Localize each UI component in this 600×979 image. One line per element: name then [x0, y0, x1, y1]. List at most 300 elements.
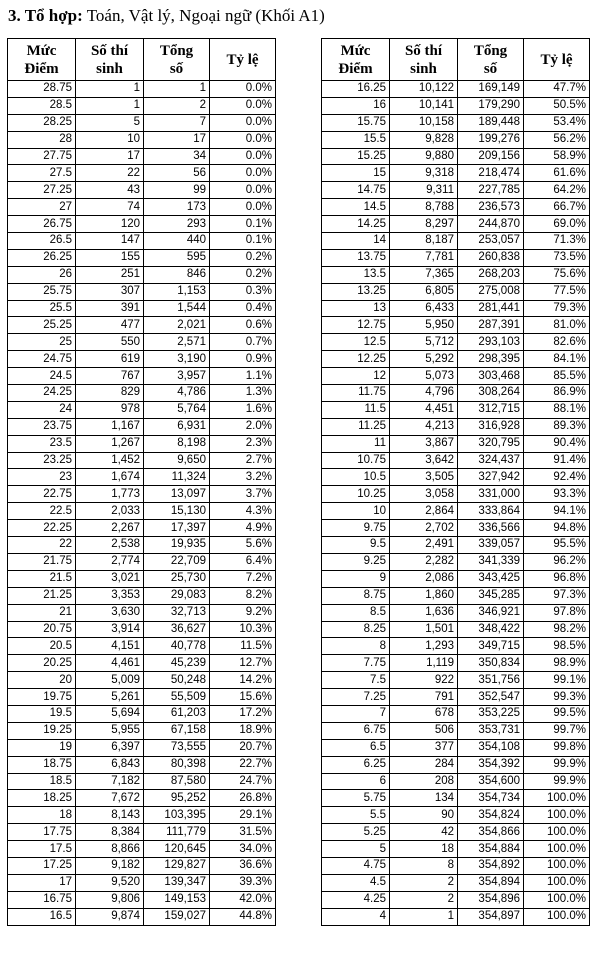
- cell-count: 18: [390, 841, 458, 858]
- cell-ratio: 0.4%: [210, 300, 276, 317]
- cell-count: 1,119: [390, 655, 458, 672]
- table-row: [322, 655, 590, 672]
- cell-score: 19: [8, 739, 76, 756]
- table-row: [322, 182, 590, 199]
- table-row: [322, 131, 590, 148]
- cell-ratio: 0.0%: [210, 81, 276, 98]
- cell-score: 14: [322, 233, 390, 250]
- cell-ratio: 0.0%: [210, 148, 276, 165]
- cell-score: 8.5: [322, 604, 390, 621]
- table-row: [8, 199, 276, 216]
- cell-score: 10.5: [322, 469, 390, 486]
- table-row: [8, 97, 276, 114]
- cell-count: 1,452: [76, 452, 144, 469]
- table-row: [8, 216, 276, 233]
- cell-ratio: 71.3%: [524, 233, 590, 250]
- table-row: [8, 368, 276, 385]
- cell-count: 7,365: [390, 266, 458, 283]
- cell-score: 7.25: [322, 689, 390, 706]
- table-row: [8, 520, 276, 537]
- cell-score: 16.75: [8, 891, 76, 908]
- cell-ratio: 89.3%: [524, 418, 590, 435]
- cell-score: 25.25: [8, 317, 76, 334]
- cell-ratio: 93.3%: [524, 486, 590, 503]
- cell-ratio: 3.7%: [210, 486, 276, 503]
- cell-total: 287,391: [458, 317, 524, 334]
- cell-ratio: 88.1%: [524, 401, 590, 418]
- cell-score: 19.5: [8, 705, 76, 722]
- table-row: [322, 148, 590, 165]
- cell-total: 173: [144, 199, 210, 216]
- cell-ratio: 85.5%: [524, 368, 590, 385]
- cell-ratio: 31.5%: [210, 824, 276, 841]
- cell-total: 1,153: [144, 283, 210, 300]
- cell-score: 6.75: [322, 722, 390, 739]
- table-row: [8, 807, 276, 824]
- cell-count: 1,267: [76, 435, 144, 452]
- cell-total: 8,198: [144, 435, 210, 452]
- cell-count: 550: [76, 334, 144, 351]
- cell-count: 9,311: [390, 182, 458, 199]
- cell-count: 284: [390, 756, 458, 773]
- cell-count: 5,261: [76, 689, 144, 706]
- cell-score: 16: [322, 97, 390, 114]
- table-row: [322, 570, 590, 587]
- table-row: [322, 114, 590, 131]
- cell-ratio: 95.5%: [524, 537, 590, 554]
- cell-ratio: 98.2%: [524, 621, 590, 638]
- table-body-left: [8, 81, 276, 926]
- header-row: [8, 39, 276, 81]
- cell-total: 275,008: [458, 283, 524, 300]
- cell-count: 2,538: [76, 537, 144, 554]
- table-row: [322, 553, 590, 570]
- cell-score: 14.5: [322, 199, 390, 216]
- cell-score: 23.25: [8, 452, 76, 469]
- cell-total: 189,448: [458, 114, 524, 131]
- cell-ratio: 100.0%: [524, 874, 590, 891]
- cell-score: 15.75: [322, 114, 390, 131]
- table-row: [322, 672, 590, 689]
- cell-score: 23.5: [8, 435, 76, 452]
- cell-total: 253,057: [458, 233, 524, 250]
- table-row: [322, 638, 590, 655]
- table-row: [322, 165, 590, 182]
- cell-score: 22: [8, 537, 76, 554]
- cell-count: 9,806: [76, 891, 144, 908]
- cell-count: 6,433: [390, 300, 458, 317]
- cell-ratio: 0.1%: [210, 216, 276, 233]
- cell-ratio: 64.2%: [524, 182, 590, 199]
- cell-score: 20.25: [8, 655, 76, 672]
- cell-ratio: 0.1%: [210, 233, 276, 250]
- cell-total: 595: [144, 249, 210, 266]
- cell-total: 13,097: [144, 486, 210, 503]
- table-row: [8, 672, 276, 689]
- cell-score: 25.75: [8, 283, 76, 300]
- table-row: [322, 857, 590, 874]
- cell-ratio: 99.5%: [524, 705, 590, 722]
- cell-ratio: 79.3%: [524, 300, 590, 317]
- cell-score: 12.75: [322, 317, 390, 334]
- cell-total: 343,425: [458, 570, 524, 587]
- cell-total: 2: [144, 97, 210, 114]
- header-row: [322, 39, 590, 81]
- cell-total: 308,264: [458, 385, 524, 402]
- cell-count: 4,151: [76, 638, 144, 655]
- cell-ratio: 34.0%: [210, 841, 276, 858]
- table-row: [8, 587, 276, 604]
- cell-score: 25.5: [8, 300, 76, 317]
- cell-total: 354,734: [458, 790, 524, 807]
- cell-count: 1: [390, 908, 458, 925]
- cell-ratio: 66.7%: [524, 199, 590, 216]
- cell-ratio: 77.5%: [524, 283, 590, 300]
- cell-ratio: 99.7%: [524, 722, 590, 739]
- cell-ratio: 97.3%: [524, 587, 590, 604]
- table-row: [8, 351, 276, 368]
- table-row: [322, 317, 590, 334]
- cell-count: 10: [76, 131, 144, 148]
- cell-count: 922: [390, 672, 458, 689]
- cell-ratio: 69.0%: [524, 216, 590, 233]
- table-row: [8, 773, 276, 790]
- cell-ratio: 92.4%: [524, 469, 590, 486]
- cell-count: 2,033: [76, 503, 144, 520]
- table-row: [322, 705, 590, 722]
- table-row: [8, 874, 276, 891]
- title-number: 3. Tổ hợp:: [8, 6, 83, 25]
- cell-ratio: 99.9%: [524, 773, 590, 790]
- table-row: [8, 553, 276, 570]
- cell-score: 7: [322, 705, 390, 722]
- table-row: [8, 655, 276, 672]
- cell-ratio: 0.0%: [210, 131, 276, 148]
- cell-ratio: 82.6%: [524, 334, 590, 351]
- cell-score: 9.25: [322, 553, 390, 570]
- cell-count: 43: [76, 182, 144, 199]
- cell-total: 354,392: [458, 756, 524, 773]
- cell-total: 103,395: [144, 807, 210, 824]
- cell-score: 26.25: [8, 249, 76, 266]
- cell-total: 353,225: [458, 705, 524, 722]
- title-text: Toán, Vật lý, Ngoại ngữ (Khối A1): [82, 6, 325, 25]
- cell-score: 22.75: [8, 486, 76, 503]
- cell-total: 111,779: [144, 824, 210, 841]
- table-row: [8, 756, 276, 773]
- cell-ratio: 96.8%: [524, 570, 590, 587]
- cell-total: 349,715: [458, 638, 524, 655]
- cell-count: 3,505: [390, 469, 458, 486]
- table-row: [8, 824, 276, 841]
- cell-total: 320,795: [458, 435, 524, 452]
- cell-total: 350,834: [458, 655, 524, 672]
- cell-total: 352,547: [458, 689, 524, 706]
- cell-count: 678: [390, 705, 458, 722]
- cell-score: 28.75: [8, 81, 76, 98]
- cell-score: 11.25: [322, 418, 390, 435]
- table-row: [322, 351, 590, 368]
- table-row: [8, 266, 276, 283]
- cell-score: 7.5: [322, 672, 390, 689]
- cell-total: 4,786: [144, 385, 210, 402]
- cell-score: 11.75: [322, 385, 390, 402]
- table-row: [322, 401, 590, 418]
- table-row: [322, 266, 590, 283]
- table-row: [322, 452, 590, 469]
- cell-count: 2: [390, 874, 458, 891]
- cell-count: 8: [390, 857, 458, 874]
- cell-count: 208: [390, 773, 458, 790]
- cell-score: 27: [8, 199, 76, 216]
- cell-ratio: 22.7%: [210, 756, 276, 773]
- table-row: [322, 790, 590, 807]
- cell-ratio: 36.6%: [210, 857, 276, 874]
- cell-count: 3,630: [76, 604, 144, 621]
- cell-score: 10: [322, 503, 390, 520]
- cell-total: 6,931: [144, 418, 210, 435]
- cell-total: 120,645: [144, 841, 210, 858]
- cell-total: 331,000: [458, 486, 524, 503]
- cell-ratio: 12.7%: [210, 655, 276, 672]
- cell-score: 8.25: [322, 621, 390, 638]
- cell-count: 2,864: [390, 503, 458, 520]
- cell-score: 4.5: [322, 874, 390, 891]
- cell-score: 10.25: [322, 486, 390, 503]
- table-row: [8, 233, 276, 250]
- cell-score: 24.5: [8, 368, 76, 385]
- cell-ratio: 100.0%: [524, 807, 590, 824]
- cell-score: 5.25: [322, 824, 390, 841]
- header-total: Tổng số: [458, 39, 524, 81]
- cell-ratio: 73.5%: [524, 249, 590, 266]
- cell-score: 20: [8, 672, 76, 689]
- cell-total: 9,650: [144, 452, 210, 469]
- cell-total: 303,468: [458, 368, 524, 385]
- cell-total: 19,935: [144, 537, 210, 554]
- cell-count: 7,182: [76, 773, 144, 790]
- cell-score: 13.75: [322, 249, 390, 266]
- header-ratio: Tỷ lệ: [210, 39, 276, 81]
- cell-count: 2,282: [390, 553, 458, 570]
- table-row: [8, 435, 276, 452]
- cell-total: 227,785: [458, 182, 524, 199]
- cell-score: 17: [8, 874, 76, 891]
- table-row: [322, 874, 590, 891]
- table-row: [322, 300, 590, 317]
- table-row: [322, 435, 590, 452]
- cell-total: 316,928: [458, 418, 524, 435]
- cell-total: 7: [144, 114, 210, 131]
- table-row: [8, 249, 276, 266]
- cell-count: 5,009: [76, 672, 144, 689]
- cell-score: 21.5: [8, 570, 76, 587]
- table-row: [8, 385, 276, 402]
- cell-ratio: 2.7%: [210, 452, 276, 469]
- table-row: [322, 824, 590, 841]
- cell-score: 19.25: [8, 722, 76, 739]
- cell-ratio: 100.0%: [524, 908, 590, 925]
- cell-count: 1: [76, 81, 144, 98]
- cell-count: 3,058: [390, 486, 458, 503]
- cell-count: 8,788: [390, 199, 458, 216]
- cell-score: 18.25: [8, 790, 76, 807]
- cell-ratio: 100.0%: [524, 790, 590, 807]
- table-row: [322, 249, 590, 266]
- cell-ratio: 91.4%: [524, 452, 590, 469]
- cell-count: 5,712: [390, 334, 458, 351]
- table-row: [8, 638, 276, 655]
- cell-score: 12.5: [322, 334, 390, 351]
- cell-ratio: 20.7%: [210, 739, 276, 756]
- cell-ratio: 97.8%: [524, 604, 590, 621]
- cell-total: 2,571: [144, 334, 210, 351]
- score-table-right: [321, 38, 590, 926]
- cell-score: 24.75: [8, 351, 76, 368]
- table-row: [322, 722, 590, 739]
- cell-count: 3,867: [390, 435, 458, 452]
- cell-total: 209,156: [458, 148, 524, 165]
- cell-count: 767: [76, 368, 144, 385]
- cell-score: 8.75: [322, 587, 390, 604]
- table-row: [8, 570, 276, 587]
- cell-count: 22: [76, 165, 144, 182]
- cell-total: 298,395: [458, 351, 524, 368]
- table-row: [322, 368, 590, 385]
- cell-total: 87,580: [144, 773, 210, 790]
- cell-total: 99: [144, 182, 210, 199]
- cell-ratio: 6.4%: [210, 553, 276, 570]
- cell-count: 3,914: [76, 621, 144, 638]
- cell-total: 34: [144, 148, 210, 165]
- cell-ratio: 9.2%: [210, 604, 276, 621]
- cell-total: 169,149: [458, 81, 524, 98]
- cell-total: 354,866: [458, 824, 524, 841]
- cell-ratio: 50.5%: [524, 97, 590, 114]
- table-row: [322, 97, 590, 114]
- table-row: [8, 148, 276, 165]
- cell-total: 1: [144, 81, 210, 98]
- cell-score: 9: [322, 570, 390, 587]
- cell-score: 18.75: [8, 756, 76, 773]
- cell-total: 55,509: [144, 689, 210, 706]
- cell-count: 251: [76, 266, 144, 283]
- cell-ratio: 26.8%: [210, 790, 276, 807]
- cell-total: 3,190: [144, 351, 210, 368]
- cell-count: 1,860: [390, 587, 458, 604]
- cell-count: 10,141: [390, 97, 458, 114]
- table-row: [322, 587, 590, 604]
- cell-total: 354,600: [458, 773, 524, 790]
- cell-count: 1: [76, 97, 144, 114]
- cell-total: 293,103: [458, 334, 524, 351]
- cell-ratio: 47.7%: [524, 81, 590, 98]
- cell-total: 1,544: [144, 300, 210, 317]
- cell-total: 354,896: [458, 891, 524, 908]
- cell-total: 345,285: [458, 587, 524, 604]
- cell-ratio: 4.9%: [210, 520, 276, 537]
- cell-ratio: 94.1%: [524, 503, 590, 520]
- table-row: [8, 841, 276, 858]
- cell-ratio: 0.7%: [210, 334, 276, 351]
- cell-score: 14.75: [322, 182, 390, 199]
- cell-count: 8,384: [76, 824, 144, 841]
- cell-count: 9,880: [390, 148, 458, 165]
- header-count: Số thí sinh: [76, 39, 144, 81]
- table-row: [8, 401, 276, 418]
- cell-total: 45,239: [144, 655, 210, 672]
- cell-total: 341,339: [458, 553, 524, 570]
- table-row: [322, 216, 590, 233]
- cell-score: 9.75: [322, 520, 390, 537]
- cell-total: 354,892: [458, 857, 524, 874]
- cell-ratio: 100.0%: [524, 857, 590, 874]
- cell-score: 23: [8, 469, 76, 486]
- cell-count: 978: [76, 401, 144, 418]
- table-row: [322, 604, 590, 621]
- cell-score: 18: [8, 807, 76, 824]
- cell-ratio: 81.0%: [524, 317, 590, 334]
- page-title: [8, 6, 325, 26]
- cell-total: 353,731: [458, 722, 524, 739]
- cell-total: 149,153: [144, 891, 210, 908]
- cell-total: 29,083: [144, 587, 210, 604]
- cell-count: 155: [76, 249, 144, 266]
- cell-total: 333,864: [458, 503, 524, 520]
- cell-total: 348,422: [458, 621, 524, 638]
- cell-total: 346,921: [458, 604, 524, 621]
- cell-score: 12: [322, 368, 390, 385]
- table-row: [322, 807, 590, 824]
- cell-total: 244,870: [458, 216, 524, 233]
- cell-total: 73,555: [144, 739, 210, 756]
- cell-score: 12.25: [322, 351, 390, 368]
- cell-score: 21.25: [8, 587, 76, 604]
- cell-score: 17.75: [8, 824, 76, 841]
- cell-score: 11.5: [322, 401, 390, 418]
- table-row: [322, 537, 590, 554]
- cell-ratio: 0.9%: [210, 351, 276, 368]
- cell-total: 2,021: [144, 317, 210, 334]
- table-row: [322, 486, 590, 503]
- cell-count: 7,672: [76, 790, 144, 807]
- cell-score: 24.25: [8, 385, 76, 402]
- cell-count: 17: [76, 148, 144, 165]
- table-row: [8, 722, 276, 739]
- cell-ratio: 0.2%: [210, 249, 276, 266]
- cell-ratio: 100.0%: [524, 824, 590, 841]
- table-row: [8, 165, 276, 182]
- cell-total: 281,441: [458, 300, 524, 317]
- cell-total: 199,276: [458, 131, 524, 148]
- cell-ratio: 2.0%: [210, 418, 276, 435]
- table-row: [322, 283, 590, 300]
- cell-ratio: 0.2%: [210, 266, 276, 283]
- cell-count: 8,143: [76, 807, 144, 824]
- table-row: [8, 705, 276, 722]
- cell-total: 339,057: [458, 537, 524, 554]
- cell-ratio: 5.6%: [210, 537, 276, 554]
- cell-total: 11,324: [144, 469, 210, 486]
- cell-count: 9,520: [76, 874, 144, 891]
- cell-ratio: 24.7%: [210, 773, 276, 790]
- table-row: [8, 81, 276, 98]
- cell-score: 23.75: [8, 418, 76, 435]
- cell-score: 15.25: [322, 148, 390, 165]
- cell-count: 4,796: [390, 385, 458, 402]
- cell-total: 17,397: [144, 520, 210, 537]
- cell-count: 4,461: [76, 655, 144, 672]
